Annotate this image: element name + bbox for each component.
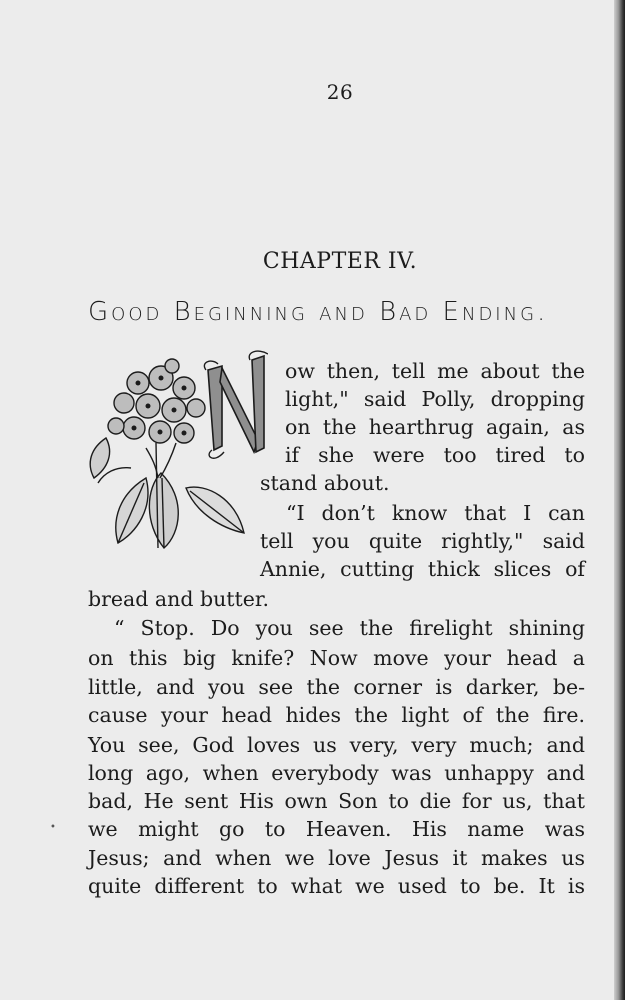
text-line: tell you quite rightly," said (260, 529, 585, 553)
page-number: 26 (326, 80, 354, 104)
chapter-title-text: Good Beginning and Bad Ending. (88, 297, 549, 327)
floral-drop-cap-illustration (86, 348, 268, 558)
margin-speck: • (50, 822, 56, 833)
chapter-title (88, 297, 588, 327)
text-line: on this big knife? Now move your head a (88, 646, 585, 670)
text-line: light," said Polly, dropping (285, 387, 585, 411)
text-line: bread and butter. (88, 587, 269, 611)
page-edge-shadow (614, 0, 625, 1000)
text-line: Jesus; and when we love Jesus it makes us (88, 846, 585, 870)
chapter-heading: CHAPTER IV. (262, 249, 418, 274)
text-line: we might go to Heaven. His name was (88, 817, 585, 841)
text-line: long ago, when everybody was unhappy and (88, 761, 585, 785)
text-line: little, and you see the corner is darker, be- (88, 675, 585, 699)
text-line: quite different to what we used to be. It is (88, 874, 585, 898)
text-line: You see, God loves us very, very much; and (88, 733, 585, 757)
text-line: if she were too tired to (285, 443, 585, 467)
text-line: “I don’t know that I can (286, 501, 585, 525)
text-line: stand about. (260, 471, 390, 495)
text-line: “ Stop. Do you see the firelight shining (114, 616, 585, 640)
text-line: cause your head hides the light of the fire. (88, 703, 585, 727)
text-line: on the hearthrug again, as (285, 415, 585, 439)
text-line: bad, He sent His own Son to die for us, that (88, 789, 585, 813)
text-line: Annie, cutting thick slices of (260, 557, 585, 581)
text-line: ow then, tell me about the (285, 359, 585, 383)
